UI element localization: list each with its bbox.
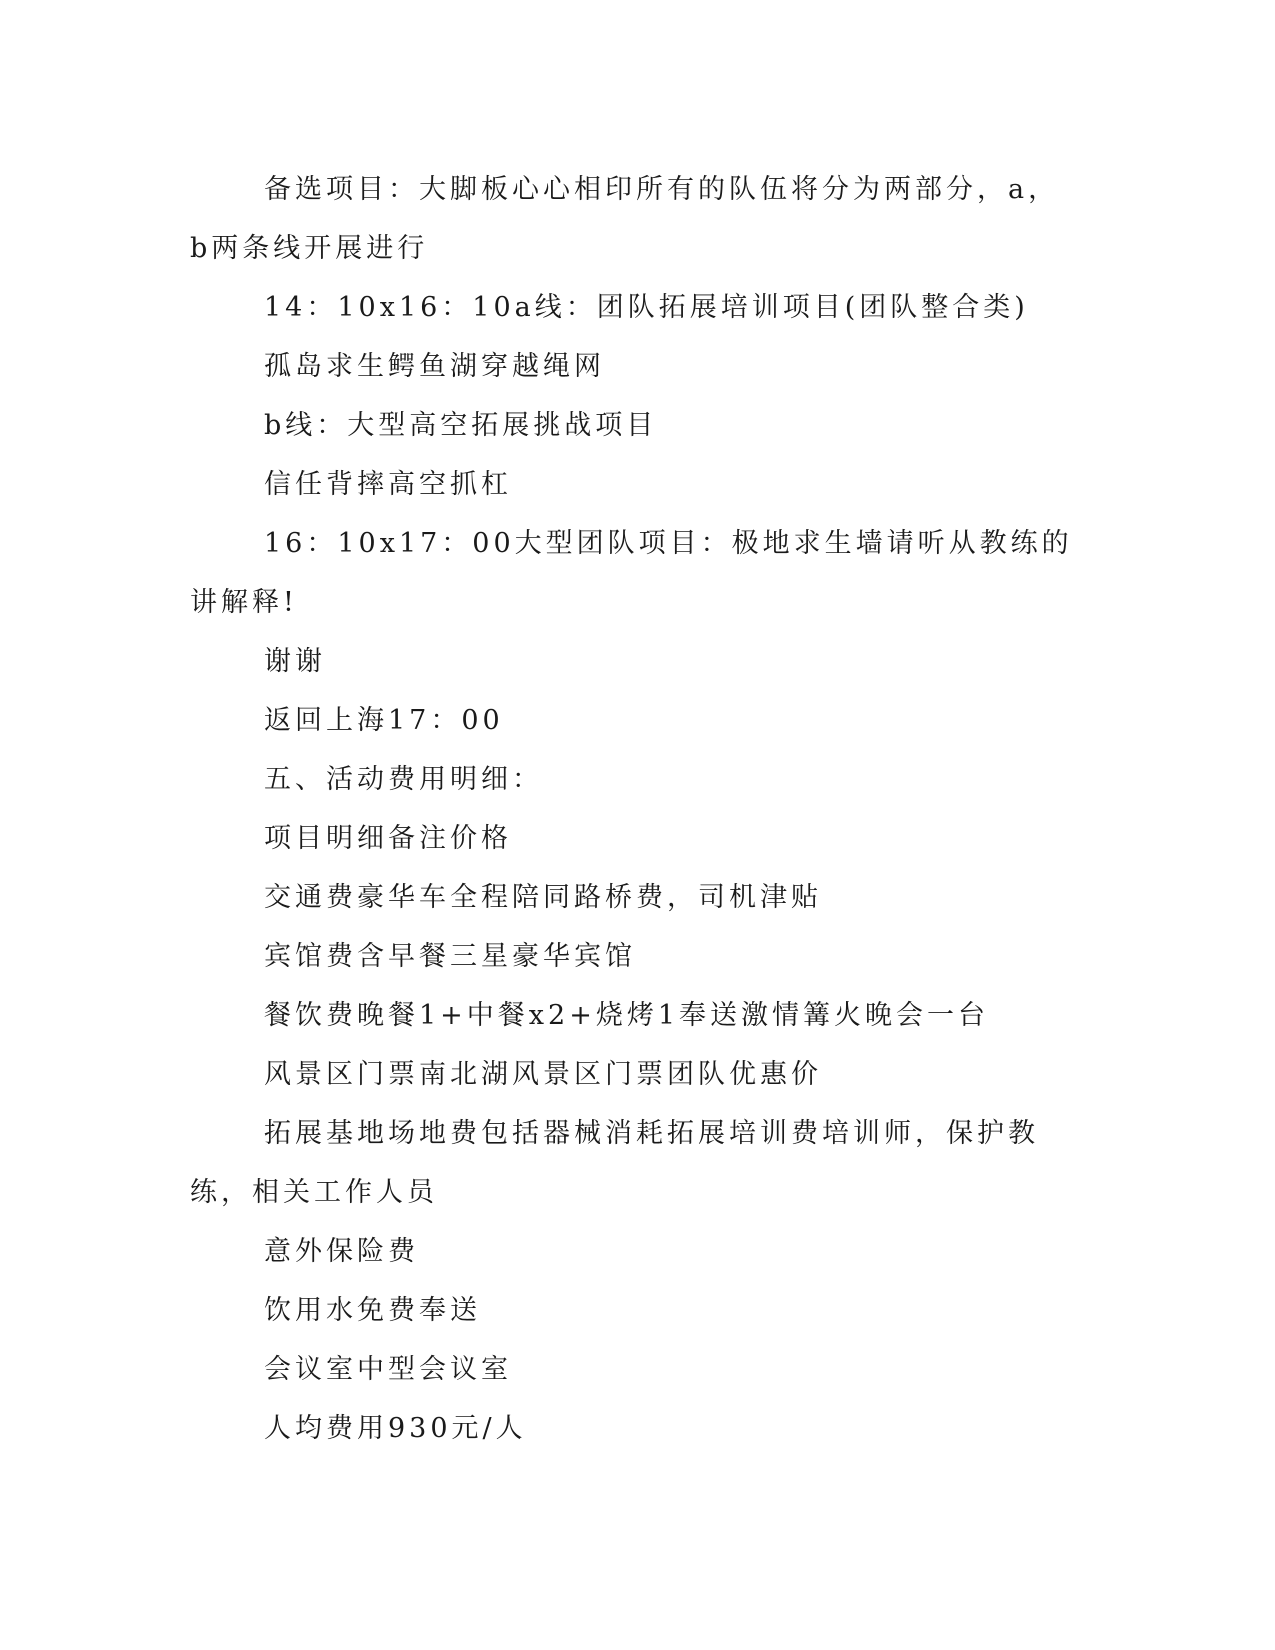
section-heading-costs: 五、活动费用明细：: [264, 764, 543, 795]
paragraph-line-a-items: 孤岛求生鳄鱼湖穿越绳网: [264, 351, 605, 382]
paragraph-cost-base: 拓展基地场地费包括器械消耗拓展培训费培训师，保护教练，相关工作人员: [190, 1118, 1039, 1208]
paragraph-return-shanghai: 返回上海17：00: [264, 705, 504, 736]
paragraph-cost-hotel: 宾馆费含早餐三星豪华宾馆: [264, 941, 636, 972]
paragraph-cost-meals: 餐饮费晚餐1+中餐x2+烧烤1奉送激情篝火晚会一台: [264, 1000, 990, 1031]
document-body: [190, 160, 1080, 1458]
paragraph-thanks: 谢谢: [264, 646, 326, 677]
paragraph-cost-header: 项目明细备注价格: [264, 823, 512, 854]
paragraph-cost-tickets: 风景区门票南北湖风景区门票团队优惠价: [264, 1059, 822, 1090]
paragraph-line-b-items: 信任背摔高空抓杠: [264, 469, 512, 500]
paragraph-cost-transport: 交通费豪华车全程陪同路桥费，司机津贴: [264, 882, 822, 913]
paragraph-schedule-1610: 16：10x17：00大型团队项目：极地求生墙请听从教练的讲解释!: [190, 528, 1073, 618]
paragraph-cost-meeting-room: 会议室中型会议室: [264, 1354, 512, 1385]
paragraph-cost-water: 饮用水免费奉送: [264, 1295, 481, 1326]
paragraph-schedule-1410: 14：10x16：10a线：团队拓展培训项目(团队整合类): [264, 292, 1029, 323]
paragraph-line-b: b线：大型高空拓展挑战项目: [264, 410, 658, 441]
paragraph-optional-project: 备选项目：大脚板心心相印所有的队伍将分为两部分，a，b两条线开展进行: [190, 174, 1060, 264]
paragraph-cost-insurance: 意外保险费: [264, 1236, 419, 1267]
paragraph-cost-per-person: 人均费用930元/人: [264, 1413, 527, 1444]
